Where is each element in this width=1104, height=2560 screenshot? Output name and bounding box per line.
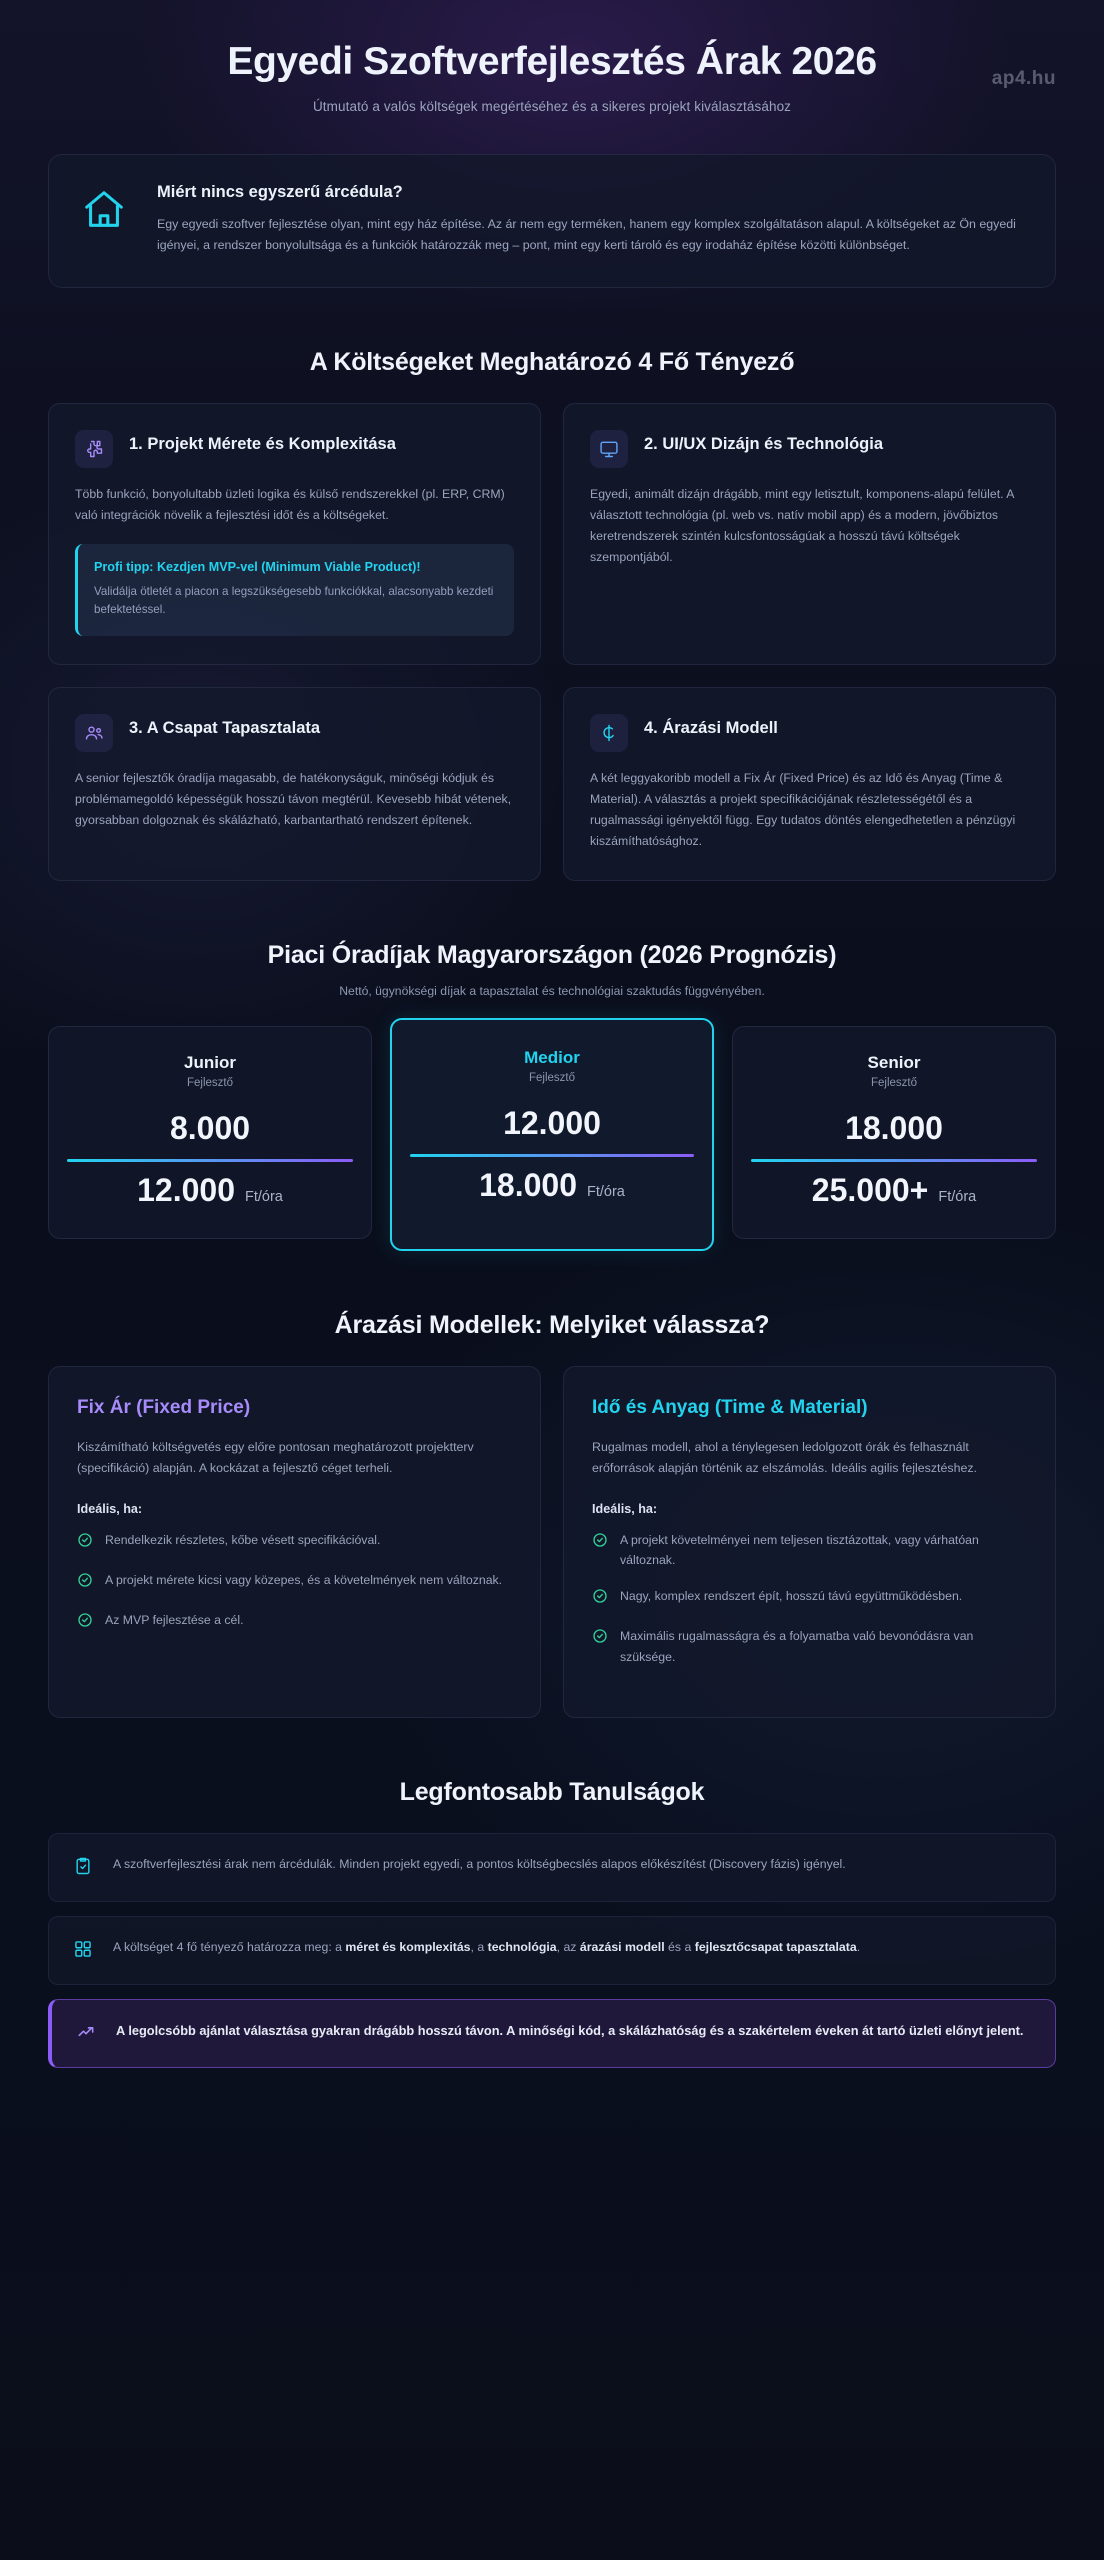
- takeaway-text: A költséget 4 fő tényező határozza meg: a méret és komplexitás, a technológia, az árazási modell és a fejlesztőcsapat tapasztalata.: [113, 1940, 861, 1955]
- rate-card-medior: [390, 1018, 714, 1251]
- model-card-fixed-price: [48, 1366, 541, 1718]
- rate-divider: [67, 1159, 353, 1162]
- factor-body: Egyedi, animált dizájn drágább, mint egy letisztult, komponens-alapú felület. A választott technológia (pl. web vs. natív mobil app) és a modern, jövőbiztos keretrendszerek szintén kulcsfontosságúak a hosszú távú költségek szempontjából.: [590, 486, 1014, 564]
- model-bullets: [77, 1530, 512, 1635]
- trending-up-icon: [76, 2020, 98, 2047]
- factor-card-2: [563, 403, 1056, 665]
- factor-body: A két leggyakoribb modell a Fix Ár (Fixed Price) és az Idő és Anyag (Time & Material). A választás a projekt specifikációjának részletességétől és a rugalmassági igényektől függ. Egy tudatos döntés elengedhetetlen a pénzügyi kiszámíthatósághoz.: [590, 770, 1016, 849]
- list-item: [77, 1570, 512, 1594]
- rate-level: Senior: [867, 1053, 921, 1073]
- rate-level: Medior: [524, 1048, 580, 1068]
- rate-level: Junior: [184, 1053, 236, 1073]
- factor-body: A senior fejlesztők óradíja magasabb, de hatékonyságuk, minőségi kódjuk és problémamegoldó képességük hosszú távon megtérül. Kevesebb hibát vétenek, gyorsabban dolgoznak és skálázható, karbantartható rendszert építenek.: [75, 770, 512, 828]
- models-section-title: Árazási Modellek: Melyiket válassza?: [334, 1311, 770, 1340]
- rate-unit: Ft/óra: [587, 1183, 625, 1200]
- factors-grid: [48, 403, 1056, 882]
- factor-card-1: [48, 403, 541, 665]
- check-circle-icon: [77, 1612, 93, 1634]
- page-subtitle: Útmutató a valós költségek megértéséhez és a sikeres projekt kiválasztásához: [312, 98, 792, 114]
- models-grid: [48, 1366, 1056, 1718]
- takeaway-text: A szoftverfejlesztési árak nem árcédulák. Minden projekt egyedi, a pontos költségbecslés alapos előkészítést (Discovery fázis) igényel.: [113, 1857, 846, 1872]
- rate-unit: Ft/óra: [938, 1188, 977, 1205]
- list-item-text: Maximális rugalmasságra és a folyamatba való bevonódásra van szüksége.: [620, 1629, 974, 1664]
- rate-card-senior: [732, 1026, 1056, 1239]
- model-body: Rugalmas modell, ahol a ténylegesen ledolgozott órák és felhasznált erőforrások alapján történik az elszámolás. Ideális agilis fejlesztéshez.: [592, 1439, 977, 1476]
- list-item: [592, 1586, 1027, 1610]
- clipboard-check-icon: [73, 1854, 95, 1881]
- takeaway-text: A legolcsóbb ajánlat választása gyakran drágább hosszú távon. A minőségi kód, a skálázhatóság és a szakértelem éveken át tartó üzleti előnyt jelent.: [116, 2023, 1024, 2039]
- model-ideal-label: Ideális, ha:: [592, 1501, 658, 1516]
- rates-grid: [48, 1026, 1056, 1251]
- list-item-text: Az MVP fejlesztése a cél.: [105, 1613, 244, 1628]
- list-item-text: Rendelkezik részletes, kőbe vésett specifikációval.: [105, 1532, 381, 1547]
- list-item-text: Nagy, komplex rendszert épít, hosszú távú együttműködésben.: [620, 1589, 963, 1604]
- team-icon: [75, 714, 113, 752]
- list-item-text: A projekt követelményei nem teljesen tisztázottak, vagy várhatóan változnak.: [620, 1532, 979, 1567]
- model-body: Kiszámítható költségvetés egy előre pontosan meghatározott projektterv (specifikáció) alapján. A kockázat a fejlesztő céget terheli.: [77, 1439, 474, 1476]
- model-card-time-material: [563, 1366, 1056, 1718]
- rates-section-subtitle: Nettó, ügynökségi díjak a tapasztalat és technológiai szaktudás függvényében.: [339, 984, 765, 999]
- rate-from: 8.000: [169, 1110, 251, 1147]
- takeaway-item-2: [48, 1916, 1056, 1985]
- pro-tip-title: Profi tipp: Kezdjen MVP-vel (Minimum Viable Product)!: [94, 559, 421, 574]
- list-item: [592, 1626, 1027, 1667]
- check-circle-icon: [592, 1588, 608, 1610]
- rate-from: 12.000: [503, 1105, 601, 1142]
- factors-section-title: A Költségeket Meghatározó 4 Fő Tényező: [309, 347, 795, 376]
- rate-divider: [410, 1154, 694, 1157]
- takeaways-section-title: Legfontosabb Tanulságok: [399, 1778, 705, 1807]
- intro-card: [48, 154, 1056, 288]
- takeaway-item-3: [48, 1999, 1056, 2068]
- intro-heading: Miért nincs egyszerű árcédula?: [157, 182, 403, 201]
- check-circle-icon: [77, 1572, 93, 1594]
- list-item: [77, 1610, 512, 1634]
- rate-to: 12.000: [137, 1171, 235, 1208]
- factor-card-3: [48, 687, 541, 882]
- rate-card-junior: [48, 1026, 372, 1239]
- rate-from: 18.000: [845, 1110, 943, 1147]
- puzzle-icon: [75, 430, 113, 468]
- check-circle-icon: [77, 1532, 93, 1554]
- monitor-icon: [590, 430, 628, 468]
- factor-title: 1. Projekt Mérete és Komplexitása: [129, 434, 396, 453]
- model-title: Fix Ár (Fixed Price): [77, 1397, 251, 1419]
- factor-title: 2. UI/UX Dizájn és Technológia: [644, 434, 883, 453]
- grid-icon: [73, 1937, 95, 1964]
- list-item: [592, 1530, 1027, 1571]
- watermark: ap4.hu: [991, 68, 1056, 89]
- pro-tip-box: [75, 544, 514, 636]
- takeaways-list: [48, 1833, 1056, 2068]
- page-header: [0, 0, 1104, 124]
- rate-role: Fejlesztő: [186, 1077, 234, 1090]
- page-title: Egyedi Szoftverfejlesztés Árak 2026: [227, 40, 877, 83]
- rate-divider: [751, 1159, 1037, 1162]
- check-circle-icon: [592, 1532, 608, 1554]
- check-circle-icon: [592, 1628, 608, 1650]
- takeaway-item-1: [48, 1833, 1056, 1902]
- rate-to: 18.000: [479, 1166, 577, 1203]
- factor-title: 3. A Csapat Tapasztalata: [129, 718, 321, 737]
- model-bullets: [592, 1530, 1027, 1667]
- pro-tip-body: Validálja ötletét a piacon a legszükségesebb funkciókkal, alacsonyabb kezdeti befektetéssel.: [94, 584, 494, 617]
- rates-section-title: Piaci Óradíjak Magyarországon (2026 Prognózis): [267, 941, 837, 970]
- list-item: [77, 1530, 512, 1554]
- model-title: Idő és Anyag (Time & Material): [592, 1397, 868, 1419]
- rate-role: Fejlesztő: [870, 1077, 918, 1090]
- rate-unit: Ft/óra: [245, 1188, 283, 1205]
- factor-card-4: [563, 687, 1056, 882]
- intro-body: Egy egyedi szoftver fejlesztése olyan, mint egy ház építése. Az ár nem egy terméken, hanem egy komplex szolgáltatáson alapul. A költségeket az Ön egyedi igényei, a rendszer bonyolultsága és a funkciók határozzák meg – pont, mint egy kerti tároló és egy irodaház építése közötti különbséget.: [157, 216, 1016, 253]
- model-ideal-label: Ideális, ha:: [77, 1501, 143, 1516]
- rate-role: Fejlesztő: [528, 1072, 576, 1085]
- pricing-icon: [590, 714, 628, 752]
- factor-title: 4. Árazási Modell: [644, 718, 778, 737]
- rate-to: 25.000+: [811, 1171, 929, 1208]
- list-item-text: A projekt mérete kicsi vagy közepes, és a követelmények nem változnak.: [105, 1572, 503, 1587]
- factor-body: Több funkció, bonyolultabb üzleti logika és külső rendszerekkel (pl. ERP, CRM) való integrációk növelik a fejlesztési időt és a költségeket.: [75, 486, 505, 522]
- house-icon: [79, 183, 131, 238]
